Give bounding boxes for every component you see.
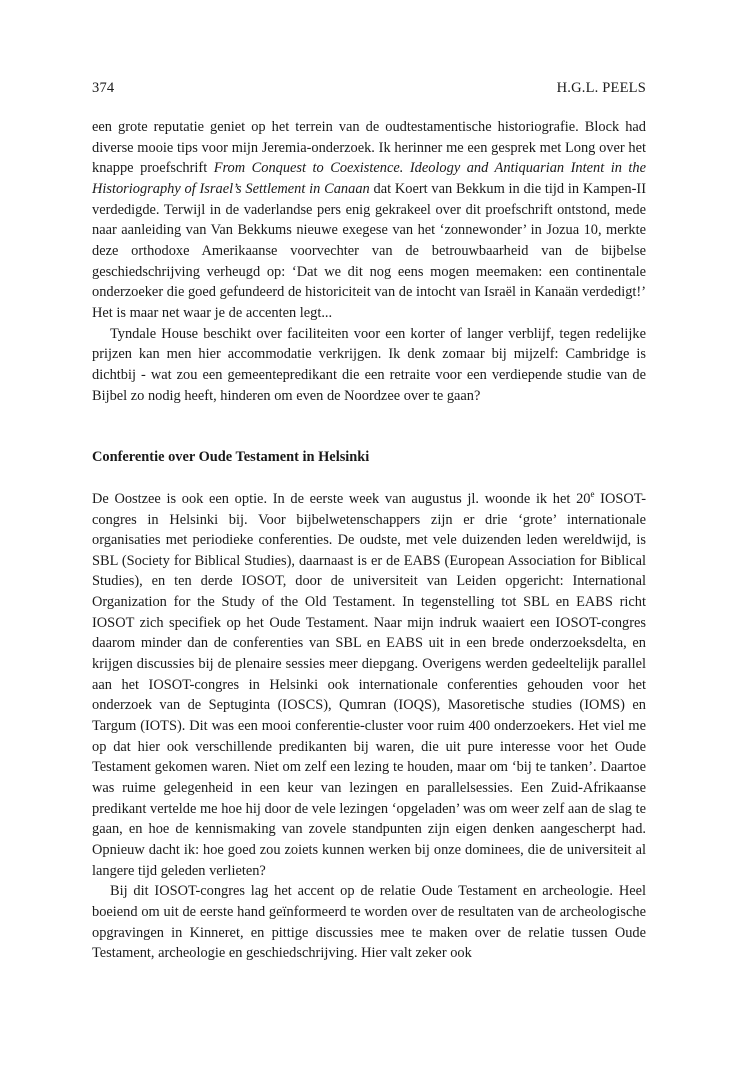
running-head <box>92 78 646 98</box>
paragraph-1-text-b: dat Koert van Bekkum in die tijd in Kampen-II verdedigde. Terwijl in de vaderlandse pers enig gekrakeel over dit proefschrift ontstond, mede naar aanleiding van Van Bekkums nieuwe exegese van het ‘zonnewonder’ in Jozua 10, merkte deze orthodoxe Amerikaanse voorvechter van de betrouwbaarheid van de bijbelse geschiedschrijving verheugd op: ‘Dat we dit nog eens mogen meemaken: een continentale onderzoeker die goed gefundeerd de historiciteit van de intocht van Israël in Kanaän verdedigt!’ Het is maar net waar je de accenten legt... <box>92 180 646 321</box>
dissertation-title: From Conquest to Coexistence. Ideology and Antiquarian Intent in the Historiography of Israel’s Settlement in Canaan <box>92 160 646 197</box>
paragraph-1-text-a: een grote reputatie geniet op het terrein van de oudtestamentische historiografie. Block had diverse mooie tips voor mijn Jeremia-onderzoek. Ik herinner me een gesprek met Long over het knappe proefschrift <box>92 119 646 177</box>
page <box>92 78 646 964</box>
running-head-author: H.G.L. PEELS <box>556 80 646 96</box>
paragraph-3-text-b: IOSOT-congres in Helsinki bij. Voor bijbelwetenschappers zijn er drie ‘grote’ internationale organisaties met periodieke conferenties. De oudste, met vele duizenden leden wereldwijd, is SBL (Society for Biblical Studies), daarnaast is er de EABS (European Association for Biblical Studies), en ten derde IOSOT, door de universiteit van Leiden opgericht: International Organization for the Study of the Old Testament. In tegenstelling tot SBL en EABS richt IOSOT zich specifiek op het Oude Testament. Naar mijn indruk waaiert een IOSOT-congres daarom minder dan de conferenties van SBL en EABS uit in een brede onderzoeksdelta, en krijgen discussies bij de plenaire sessies meer diepgang. Overigens werden gedeeltelijk parallel aan het IOSOT-congres in Helsinki ook internationale conferenties gehouden voor het onderzoek van de Septuginta (IOSCS), Qumran (IOQS), Masoretische studies (IOMS) en Targum (IOTS). Dit was een mooi conferentie-cluster voor ruim 400 onderzoekers. Het viel me op dat hier ook verschillende predikanten bij waren, die uit pure interesse voor het Oude Testament gekomen waren. Niet om zelf een lezing te houden, maar om ‘bij te tanken’. Daartoe was ruime gelegenheid in een keur van lezingen en parallelsessies. Een Zuid-Afrikaanse predikant vertelde me hoe hij door de vele lezingen ‘opgeladen’ was om weer zelf aan de slag te gaan, en hoe de kennismaking van zovele standpunten zijn eigen denken aangescherpt had. Opnieuw dacht ik: hoe goed zou zoiets kunnen werken bij onze dominees, die de universiteit al langere tijd geleden verlieten? <box>92 490 646 879</box>
page-number: 374 <box>92 80 115 96</box>
section-heading: Conferentie over Oude Testament in Helsinki <box>92 449 370 466</box>
paragraph-1 <box>92 117 646 324</box>
ordinal-superscript: e <box>590 489 595 500</box>
paragraph-4: Bij dit IOSOT-congres lag het accent op de relatie Oude Testament en archeologie. Heel boeiend om uit de eerste hand geïnformeerd te worden over de resultaten van de archeologische opgravingen in Kinneret, en pittige discussies mee te maken over de relatie tussen Oude Testament, archeologie en geschiedschrijving. Hier valt zeker ook <box>92 883 646 962</box>
paragraph-2: Tyndale House beschikt over faciliteiten voor een korter of langer verblijf, tegen redelijke prijzen kan men hier accommodatie verkrijgen. Ik denk zomaar bij mijzelf: Cambridge is dichtbij - wat zou een gemeentepredikant die een retraite voor een verdiepende studie van de Bijbel zo nodig heeft, hinderen om even de Noordzee over te gaan? <box>92 325 646 404</box>
paragraph-3 <box>92 489 646 881</box>
paragraph-3-text-a: De Oostzee is ook een optie. In de eerste week van augustus jl. woonde ik het 20 <box>92 490 591 507</box>
